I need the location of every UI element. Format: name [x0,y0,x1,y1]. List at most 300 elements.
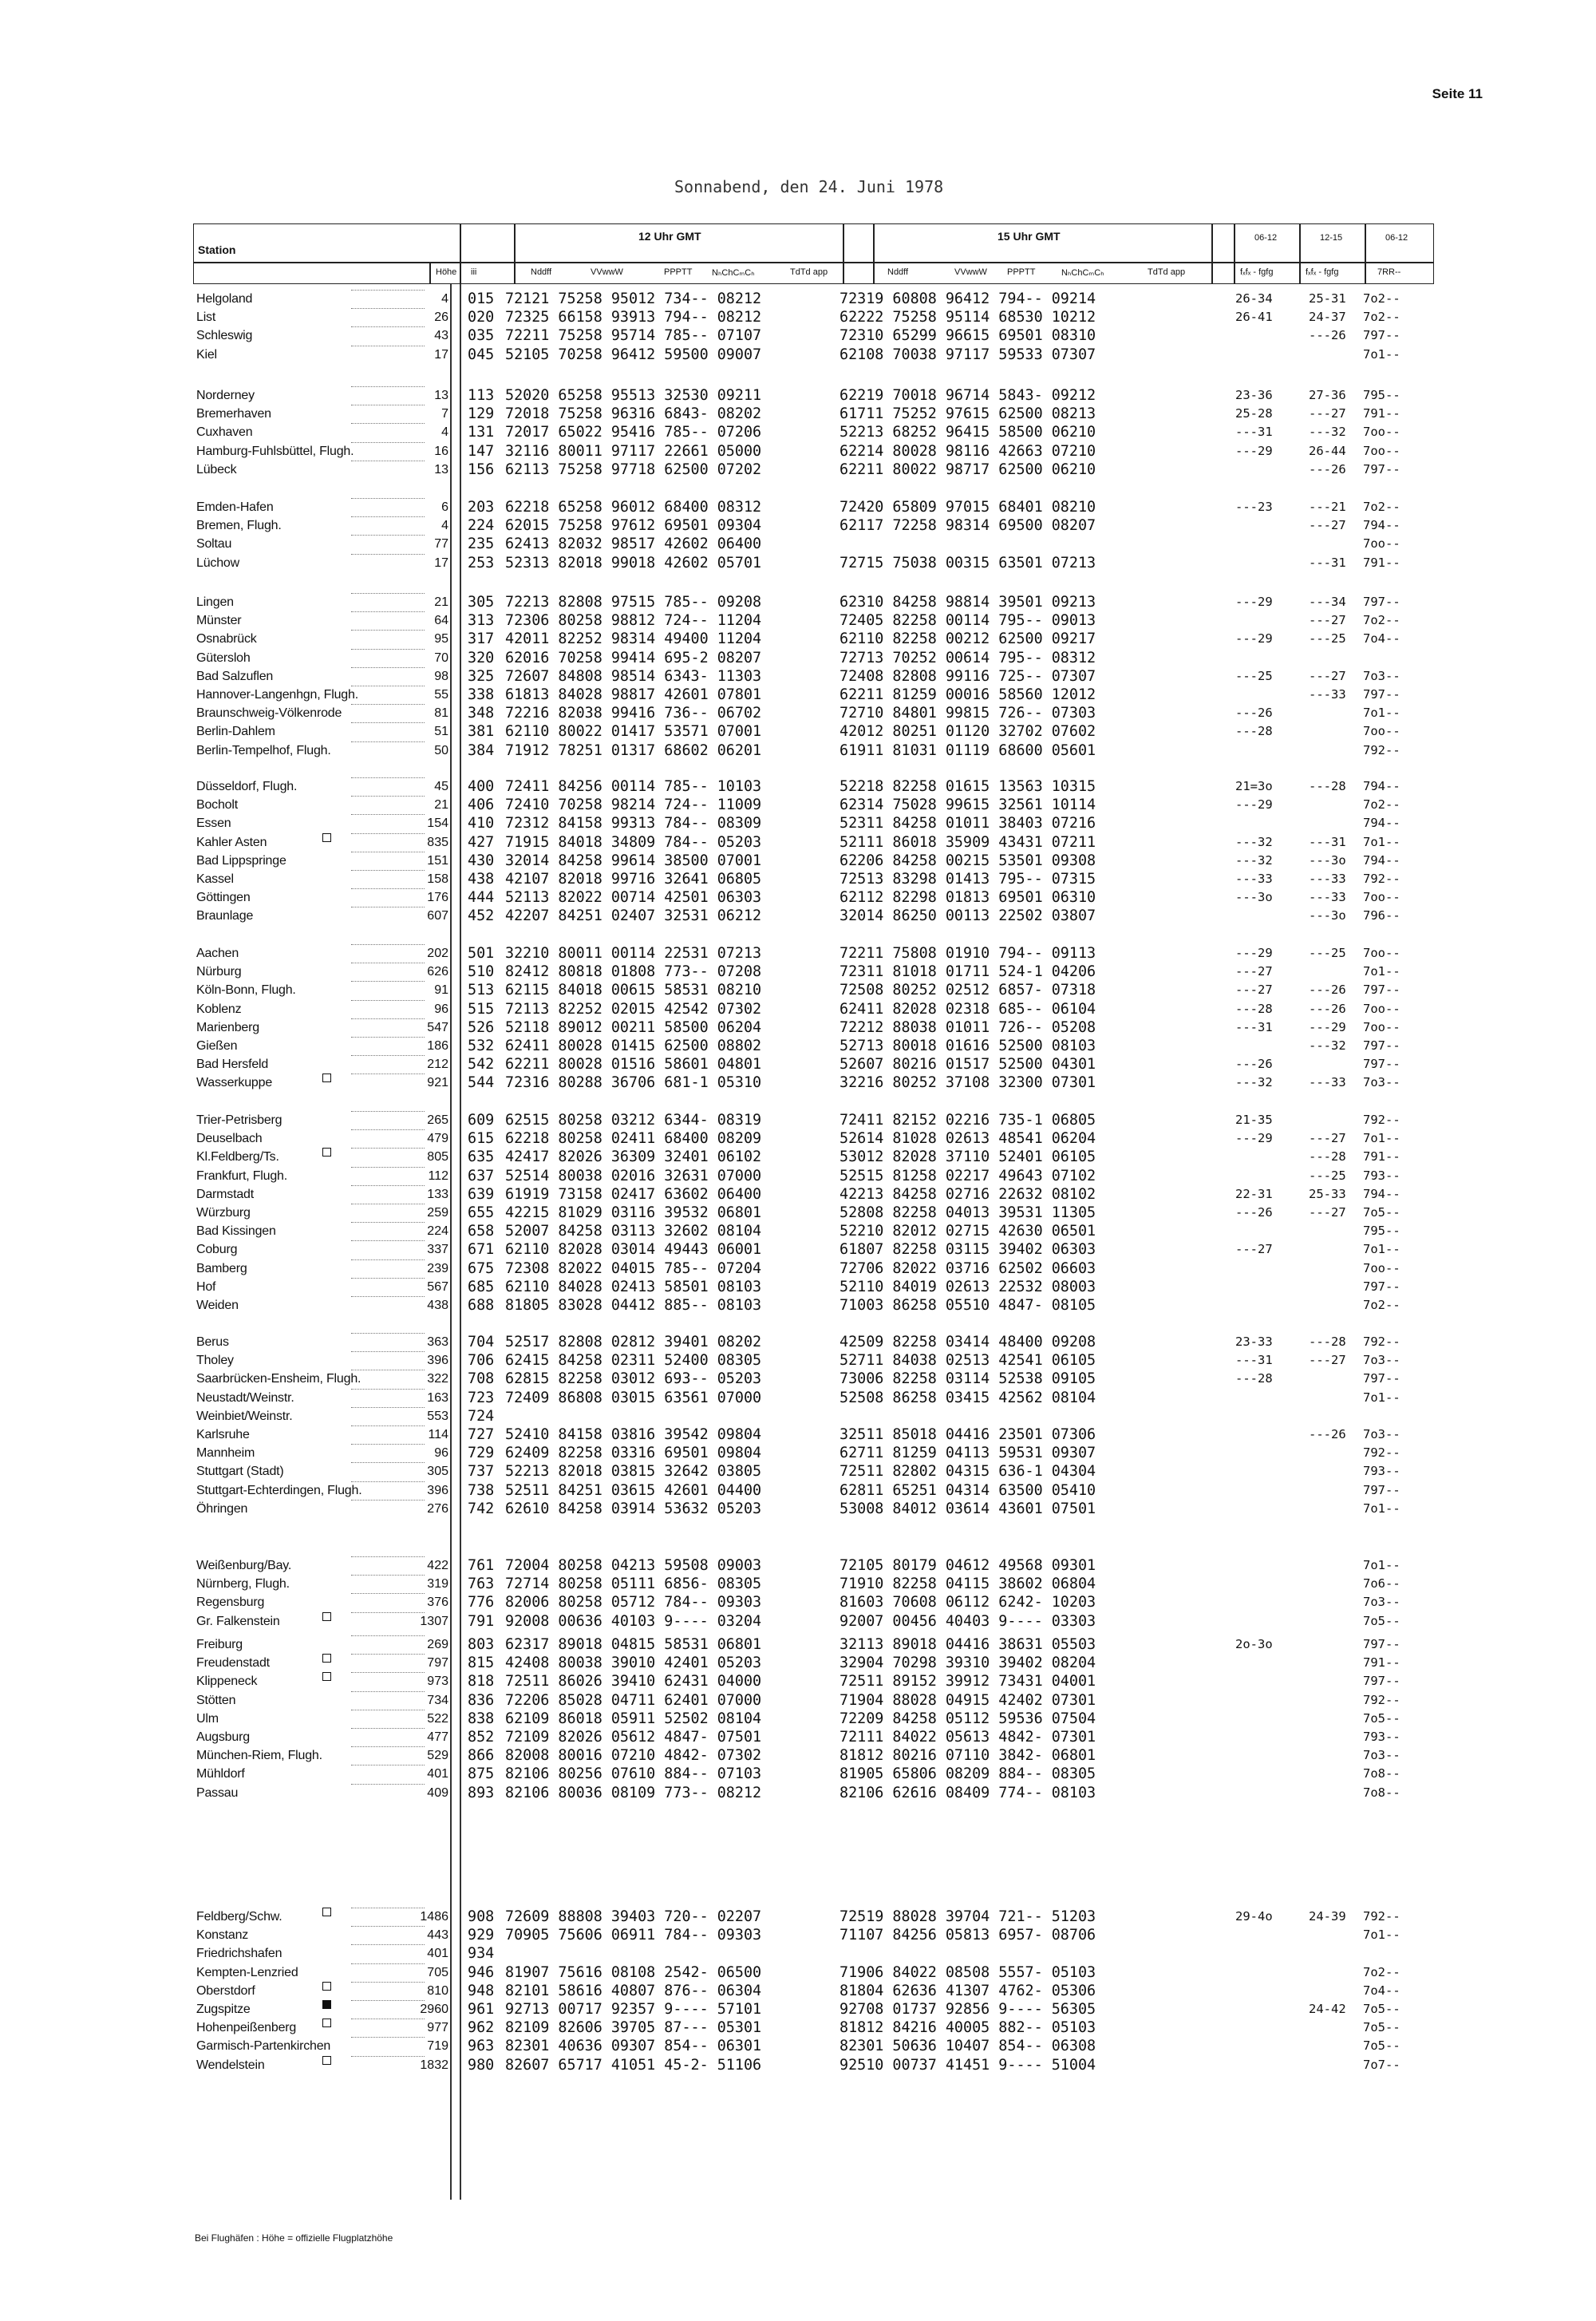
table-row [0,535,1596,553]
precip-06-12: 7o2-- [1363,310,1400,325]
gust-12-15: 26-44 [1309,443,1346,458]
hoehe-value: 91 [434,983,448,998]
obs-12-utc: 72213 82808 97515 785-- 09208 [505,594,762,611]
station-name: Lüchow [196,556,239,570]
gust-12-15: ---21 [1309,500,1346,514]
header-divider [1299,223,1301,284]
gust-12-15: 25-31 [1309,291,1346,306]
table-row [0,1296,1596,1315]
obs-12-utc: 42207 84251 02407 32531 06212 [505,907,762,925]
obs-12-utc: 82301 40636 09307 854-- 06301 [505,2038,762,2055]
precip-06-12: 797-- [1363,1057,1400,1072]
precip-06-12: 7o8-- [1363,1766,1400,1781]
station-index: 338 [468,686,495,703]
gust-12-15: ---34 [1309,595,1346,609]
obs-15-utc: 72511 82802 04315 636-1 04304 [839,1463,1096,1481]
table-row [0,722,1596,741]
station-name: Mühldorf [196,1767,245,1781]
obs-12-utc: 82008 80016 07210 4842- 07302 [505,1747,762,1765]
header-col: PPPTT [664,267,693,277]
precip-06-12: 7o1-- [1363,1131,1400,1146]
table-row [0,649,1596,667]
obs-12-utc: 62218 65258 96012 68400 08312 [505,499,762,516]
obs-15-utc: 62711 81259 04113 59531 09307 [839,1445,1096,1462]
gust-06-12: ---25 [1235,668,1273,683]
obs-15-utc: 72710 84801 99815 726-- 07303 [839,705,1096,722]
station-name: Wendelstein [196,2058,265,2072]
table-row [0,1982,1596,2000]
obs-15-utc: 72212 88038 01011 726-- 05208 [839,1018,1096,1036]
precip-06-12: 792-- [1363,1334,1400,1349]
table-row [0,1389,1596,1407]
header-col: VVwwW [954,267,987,277]
station-name: Karlsruhe [196,1428,250,1441]
obs-12-utc: 52514 80038 02016 32631 07000 [505,1167,762,1184]
station-name: Stuttgart (Stadt) [196,1465,284,1479]
station-index: 410 [468,815,495,832]
obs-15-utc: 62214 80028 98116 42663 07210 [839,442,1096,460]
station-index: 406 [468,797,495,814]
station-name: Berlin-Tempelhof, Flugh. [196,743,331,757]
station-name: Lingen [196,595,234,609]
table-row [0,667,1596,686]
hoehe-value: 43 [434,329,448,343]
station-name: Konstanz [196,1928,249,1943]
header-divider [460,223,461,284]
obs-12-utc: 52020 65258 95513 32530 09211 [505,387,762,404]
hoehe-value: 151 [427,853,448,868]
table-row [0,1672,1596,1690]
table-row [0,1691,1596,1710]
hoehe-value: 438 [427,1299,448,1312]
table-row [0,1500,1596,1518]
obs-15-utc: 72319 60808 96412 794-- 09214 [839,291,1096,307]
obs-15-utc: 72310 65299 96615 69501 08310 [839,327,1096,345]
gust-12-15: ---27 [1309,1131,1346,1146]
gust-06-12: ---27 [1235,964,1273,979]
obs-12-utc: 82101 58616 40807 876-- 06304 [505,1982,762,1999]
obs-15-utc: 42012 80251 01120 32702 07602 [839,723,1096,741]
hoehe-value: 21 [434,798,448,813]
obs-15-utc: 52607 80216 01517 52500 04301 [839,1056,1096,1074]
gust-06-12: ---29 [1235,631,1273,646]
hoehe-value: 337 [427,1243,448,1257]
station-index: 224 [468,517,495,535]
station-name: Gütersloh [196,650,251,665]
hoehe-value: 212 [427,1058,448,1072]
table-row [0,796,1596,814]
header-iii: iii [471,267,477,277]
gust-06-12: ---28 [1235,1001,1273,1016]
obs-12-utc: 62411 80028 01415 62500 08802 [505,1038,762,1054]
station-index: 400 [468,778,495,795]
table-row [0,1222,1596,1240]
obs-12-utc: 62815 82258 03012 693-- 05203 [505,1370,762,1388]
obs-12-utc: 72004 80258 04213 59508 09003 [505,1557,762,1574]
obs-15-utc: 72405 82258 00114 795-- 09013 [839,612,1096,630]
hoehe-value: 705 [427,1965,448,1979]
station-index: 763 [468,1576,495,1593]
hoehe-value: 265 [427,1113,448,1127]
gust-06-12: ---29 [1235,595,1273,609]
obs-12-utc: 62317 89018 04815 58531 06801 [505,1636,762,1653]
table-row [0,870,1596,888]
station-name: Hamburg-Fuhlsbüttel, Flugh. [196,444,354,458]
station-name: Bocholt [196,798,238,813]
gust-06-12: 29-4o [1235,1909,1273,1924]
station-index: 305 [468,594,495,611]
station-name: Koblenz [196,1002,242,1016]
hoehe-value: 13 [434,389,448,402]
station-name: Tholey [196,1354,234,1368]
hoehe-value: 4 [441,425,448,440]
station-index: 675 [468,1259,495,1277]
station-name: Zugspitze [196,2003,251,2016]
gust-12-15: ---26 [1309,1427,1346,1441]
station-index: 929 [468,1927,495,1944]
station-index: 317 [468,631,495,648]
obs-12-utc: 72409 86808 03015 63561 07000 [505,1389,762,1406]
table-row [0,1204,1596,1222]
obs-12-utc: 52113 82022 00714 42501 06303 [505,889,762,907]
precip-06-12: 7o1-- [1363,1558,1400,1572]
hoehe-value: 4 [441,519,448,533]
obs-15-utc: 52614 81028 02613 48541 06204 [839,1130,1096,1148]
table-row [0,704,1596,722]
station-index: 381 [468,723,495,741]
obs-12-utc: 72411 84256 00114 785-- 10103 [505,778,762,795]
station-index: 035 [468,327,495,345]
obs-15-utc: 32113 89018 04416 38631 05503 [839,1636,1096,1653]
station-name: Helgoland [196,292,253,306]
station-name: Ulm [196,1711,219,1726]
header-divider [1365,223,1366,284]
hoehe-value: 55 [434,688,448,702]
table-row [0,326,1596,345]
header-r-label: fₓfₓ - fgfg [1306,267,1339,277]
table-row [0,1240,1596,1259]
station-name: Osnabrück [196,632,257,646]
obs-15-utc: 42213 84258 02716 22632 08102 [839,1185,1096,1203]
table-row [0,461,1596,479]
station-name: Klippeneck [196,1675,258,1689]
obs-12-utc: 72018 75258 96316 6843- 08202 [505,405,762,423]
hoehe-value: 734 [427,1693,448,1707]
table-row [0,833,1596,852]
obs-15-utc: 73006 82258 03114 52538 09105 [839,1370,1096,1388]
station-name: Weiden [196,1299,239,1312]
station-name: Mannheim [196,1446,255,1461]
gust-06-12: ---32 [1235,1075,1273,1090]
table-row [0,423,1596,441]
station-name: Würzburg [196,1206,251,1220]
obs-15-utc: 62112 82298 01813 69501 06310 [839,889,1096,907]
station-name: Darmstadt [196,1187,254,1201]
hoehe-value: 401 [427,1767,448,1781]
station-index: 688 [468,1297,495,1314]
obs-12-utc: 72308 82022 04015 785-- 07204 [505,1259,762,1277]
station-index: 963 [468,2038,495,2055]
precip-06-12: 793-- [1363,1168,1400,1183]
gust-12-15: 24-42 [1309,2002,1346,2016]
obs-12-utc: 72511 86026 39410 62431 04000 [505,1673,762,1690]
hoehe-value: 376 [427,1595,448,1610]
station-index: 147 [468,442,495,460]
precip-06-12: 797-- [1363,1038,1400,1053]
station-index: 818 [468,1673,495,1690]
hoehe-value: 239 [427,1261,448,1275]
page-number: Seite 11 [1432,86,1483,101]
precip-06-12: 7o3-- [1363,1427,1400,1441]
hoehe-value: 269 [427,1638,448,1651]
hoehe-value: 719 [427,2039,448,2054]
station-index: 513 [468,982,495,999]
precip-06-12: 7oo-- [1363,1001,1400,1016]
obs-12-utc: 72206 85028 04711 62401 07000 [505,1691,762,1709]
gust-12-15: ---27 [1309,1205,1346,1220]
gust-06-12: ---26 [1235,706,1273,721]
station-index: 113 [468,387,495,404]
hoehe-value: 477 [427,1730,448,1744]
table-row [0,1575,1596,1593]
station-name: Lübeck [196,462,237,476]
obs-12-utc: 42011 82252 98314 49400 11204 [505,631,762,648]
gust-12-15: ---27 [1309,406,1346,421]
station-index: 235 [468,536,495,553]
obs-15-utc: 92510 00737 41451 9---- 51004 [839,2056,1096,2074]
table-row [0,1746,1596,1765]
obs-12-utc: 62610 84258 03914 53632 05203 [505,1500,762,1517]
obs-15-utc: 72209 84258 05112 59536 07504 [839,1710,1096,1727]
precip-06-12: 7oo-- [1363,1019,1400,1034]
table-row [0,1425,1596,1444]
header-col: VVwwW [591,267,623,277]
filled-square-icon [322,2000,331,2009]
hoehe-value: 158 [427,872,448,886]
precip-06-12: 792-- [1363,1113,1400,1127]
station-name: Augsburg [196,1730,250,1744]
header-col: Nddff [887,267,909,277]
precip-06-12: 794-- [1363,1186,1400,1201]
precip-06-12: 797-- [1363,1482,1400,1497]
station-index: 708 [468,1370,495,1388]
hoehe-value: 17 [434,556,448,570]
gust-12-15: ---27 [1309,518,1346,533]
obs-12-utc: 62016 70258 99414 695-2 08207 [505,649,762,666]
station-name: Kempten-Lenzried [196,1965,298,1979]
station-index: 427 [468,833,495,851]
table-row [0,1000,1596,1018]
gust-12-15: ---31 [1309,555,1346,570]
header-station: Station [198,243,236,256]
gust-06-12: ---29 [1235,946,1273,960]
precip-06-12: 7o1-- [1363,1928,1400,1943]
table-row [0,593,1596,611]
precip-06-12: 7o1-- [1363,706,1400,721]
precip-06-12: 7o3-- [1363,1075,1400,1090]
hoehe-value: 26 [434,310,448,325]
precip-06-12: 792-- [1363,742,1400,757]
station-index: 203 [468,499,495,516]
station-index: 934 [468,1945,495,1963]
obs-12-utc: 62015 75258 97612 69501 09304 [505,517,762,535]
gust-06-12: ---31 [1235,1019,1273,1034]
obs-15-utc: 72211 75808 01910 794-- 09113 [839,945,1096,962]
precip-06-12: 7o4-- [1363,631,1400,646]
hoehe-value: 6 [441,500,448,514]
precip-06-12: 797-- [1363,461,1400,476]
hoehe-value: 45 [434,780,448,793]
station-name: Bad Kissingen [196,1224,276,1239]
station-index: 836 [468,1691,495,1709]
obs-15-utc: 82301 50636 10407 854-- 06308 [839,2038,1096,2055]
gust-06-12: ---28 [1235,1371,1273,1386]
station-name: Bad Salzuflen [196,669,274,683]
obs-15-utc: 61911 81031 01119 68600 05601 [839,741,1096,759]
obs-15-utc: 52213 68252 96415 58500 06210 [839,424,1096,441]
station-index: 348 [468,705,495,722]
hoehe-value: 319 [427,1577,448,1591]
station-index: 961 [468,2001,495,2018]
table-row [0,2056,1596,2074]
precip-06-12: 797-- [1363,595,1400,609]
obs-12-utc: 82106 80036 08109 773-- 08212 [505,1784,762,1801]
station-index: 685 [468,1278,495,1295]
gust-12-15: ---29 [1309,1019,1346,1034]
obs-12-utc: 52313 82018 99018 42602 05701 [505,554,762,571]
station-index: 129 [468,405,495,423]
precip-06-12: 7o1-- [1363,1390,1400,1405]
hoehe-value: 977 [427,2021,448,2035]
open-square-icon [322,2019,331,2027]
precip-06-12: 792-- [1363,872,1400,886]
hoehe-value: 176 [427,891,448,905]
obs-15-utc: 81603 70608 06112 6242- 10203 [839,1594,1096,1611]
footnote: Bei Flughäfen : Höhe = offizielle Flugplatzhöhe [195,2232,393,2244]
hoehe-value: 921 [427,1076,448,1090]
precip-06-12: 792-- [1363,1909,1400,1924]
header-12-uhr-gmt: 12 Uhr GMT [638,230,701,243]
obs-12-utc: 52517 82808 02812 39401 08202 [505,1334,762,1350]
station-index: 962 [468,2019,495,2037]
station-name: Freudenstadt [196,1656,270,1671]
obs-15-utc: 81812 84216 40005 882-- 05103 [839,2019,1096,2037]
precip-06-12: 797-- [1363,983,1400,998]
gust-12-15: ---26 [1309,461,1346,476]
obs-12-utc: 72113 82252 02015 42542 07302 [505,1000,762,1018]
obs-15-utc: 62310 84258 98814 39501 09213 [839,594,1096,611]
table-row [0,386,1596,405]
precip-06-12: 793-- [1363,1730,1400,1744]
hoehe-value: 973 [427,1675,448,1689]
table-row [0,1481,1596,1500]
gust-12-15: ---31 [1309,834,1346,849]
hoehe-value: 409 [427,1785,448,1800]
station-name: Bad Lippspringe [196,853,286,868]
hoehe-value: 154 [427,817,448,831]
station-name: Düsseldorf, Flugh. [196,780,298,793]
header-col: NₕChCₘCₕ [1061,268,1104,278]
table-row [0,1908,1596,1926]
obs-15-utc: 62206 84258 00215 53501 09308 [839,852,1096,869]
precip-06-12: 7o3-- [1363,668,1400,683]
obs-15-utc: 32511 85018 04416 23501 07306 [839,1426,1096,1443]
obs-15-utc: 72513 83298 01413 795-- 07315 [839,871,1096,888]
obs-12-utc: 62113 75258 97718 62500 07202 [505,461,762,478]
station-index: 430 [468,852,495,869]
station-name: Frankfurt, Flugh. [196,1168,287,1183]
obs-12-utc: 72211 75258 95714 785-- 07107 [505,327,762,345]
station-name: Kl.Feldberg/Ts. [196,1150,279,1164]
hoehe-value: 17 [434,347,448,362]
precip-06-12: 797-- [1363,1674,1400,1689]
station-name: Freiburg [196,1638,243,1651]
open-square-icon [322,1982,331,1991]
gust-12-15: ---32 [1309,1038,1346,1053]
obs-12-utc: 72714 80258 05111 6856- 08305 [505,1576,762,1593]
header-r-label: fₓfₓ - fgfg [1240,267,1274,277]
obs-12-utc: 32014 84258 99614 38500 07001 [505,852,762,869]
gust-12-15: ---28 [1309,1334,1346,1349]
table-row [0,1593,1596,1611]
station-name: Marienberg [196,1020,259,1034]
precip-06-12: 7o2-- [1363,291,1400,306]
obs-15-utc: 52508 86258 03415 42562 08104 [839,1389,1096,1406]
hoehe-value: 522 [427,1711,448,1726]
precip-06-12: 7o2-- [1363,1298,1400,1312]
obs-15-utc: 71906 84022 08508 5557- 05103 [839,1963,1096,1981]
obs-15-utc: 52110 84019 02613 22532 08003 [839,1278,1096,1295]
obs-15-utc: 92708 01737 92856 9---- 56305 [839,2001,1096,2018]
precip-06-12: 7o5-- [1363,2002,1400,2016]
table-row [0,516,1596,535]
station-index: 706 [468,1352,495,1370]
hoehe-value: 547 [427,1020,448,1034]
hoehe-value: 4 [441,292,448,306]
station-name: Öhringen [196,1501,248,1516]
precip-06-12: 7oo-- [1363,443,1400,458]
precip-06-12: 7o1-- [1363,834,1400,849]
station-name: Bamberg [196,1261,247,1275]
station-name: Kiel [196,347,217,362]
station-index: 320 [468,649,495,666]
table-row [0,1185,1596,1204]
gust-12-15: ---27 [1309,668,1346,683]
obs-15-utc: 82106 62616 08409 774-- 08103 [839,1784,1096,1801]
table-row [0,1074,1596,1092]
table-row [0,1944,1596,1963]
table-row [0,686,1596,704]
obs-15-utc: 71904 88028 04915 42402 07301 [839,1691,1096,1709]
open-square-icon [322,1612,331,1621]
station-index: 655 [468,1204,495,1221]
table-row [0,1926,1596,1944]
obs-12-utc: 52007 84258 03113 32602 08104 [505,1223,762,1240]
station-index: 729 [468,1445,495,1462]
obs-15-utc: 62222 75258 95114 68530 10212 [839,309,1096,326]
precip-06-12: 7o1-- [1363,1242,1400,1257]
hoehe-value: 81 [434,706,448,721]
station-name: Stötten [196,1693,236,1707]
table-row [0,1612,1596,1631]
hoehe-value: 202 [427,947,448,960]
obs-15-utc: 92007 00456 40403 9---- 03303 [839,1612,1096,1630]
station-name: Bremen, Flugh. [196,519,282,533]
station-name: Gießen [196,1039,238,1053]
precip-06-12: 7o1-- [1363,1501,1400,1516]
precip-06-12: 793-- [1363,1464,1400,1479]
station-index: 501 [468,945,495,962]
